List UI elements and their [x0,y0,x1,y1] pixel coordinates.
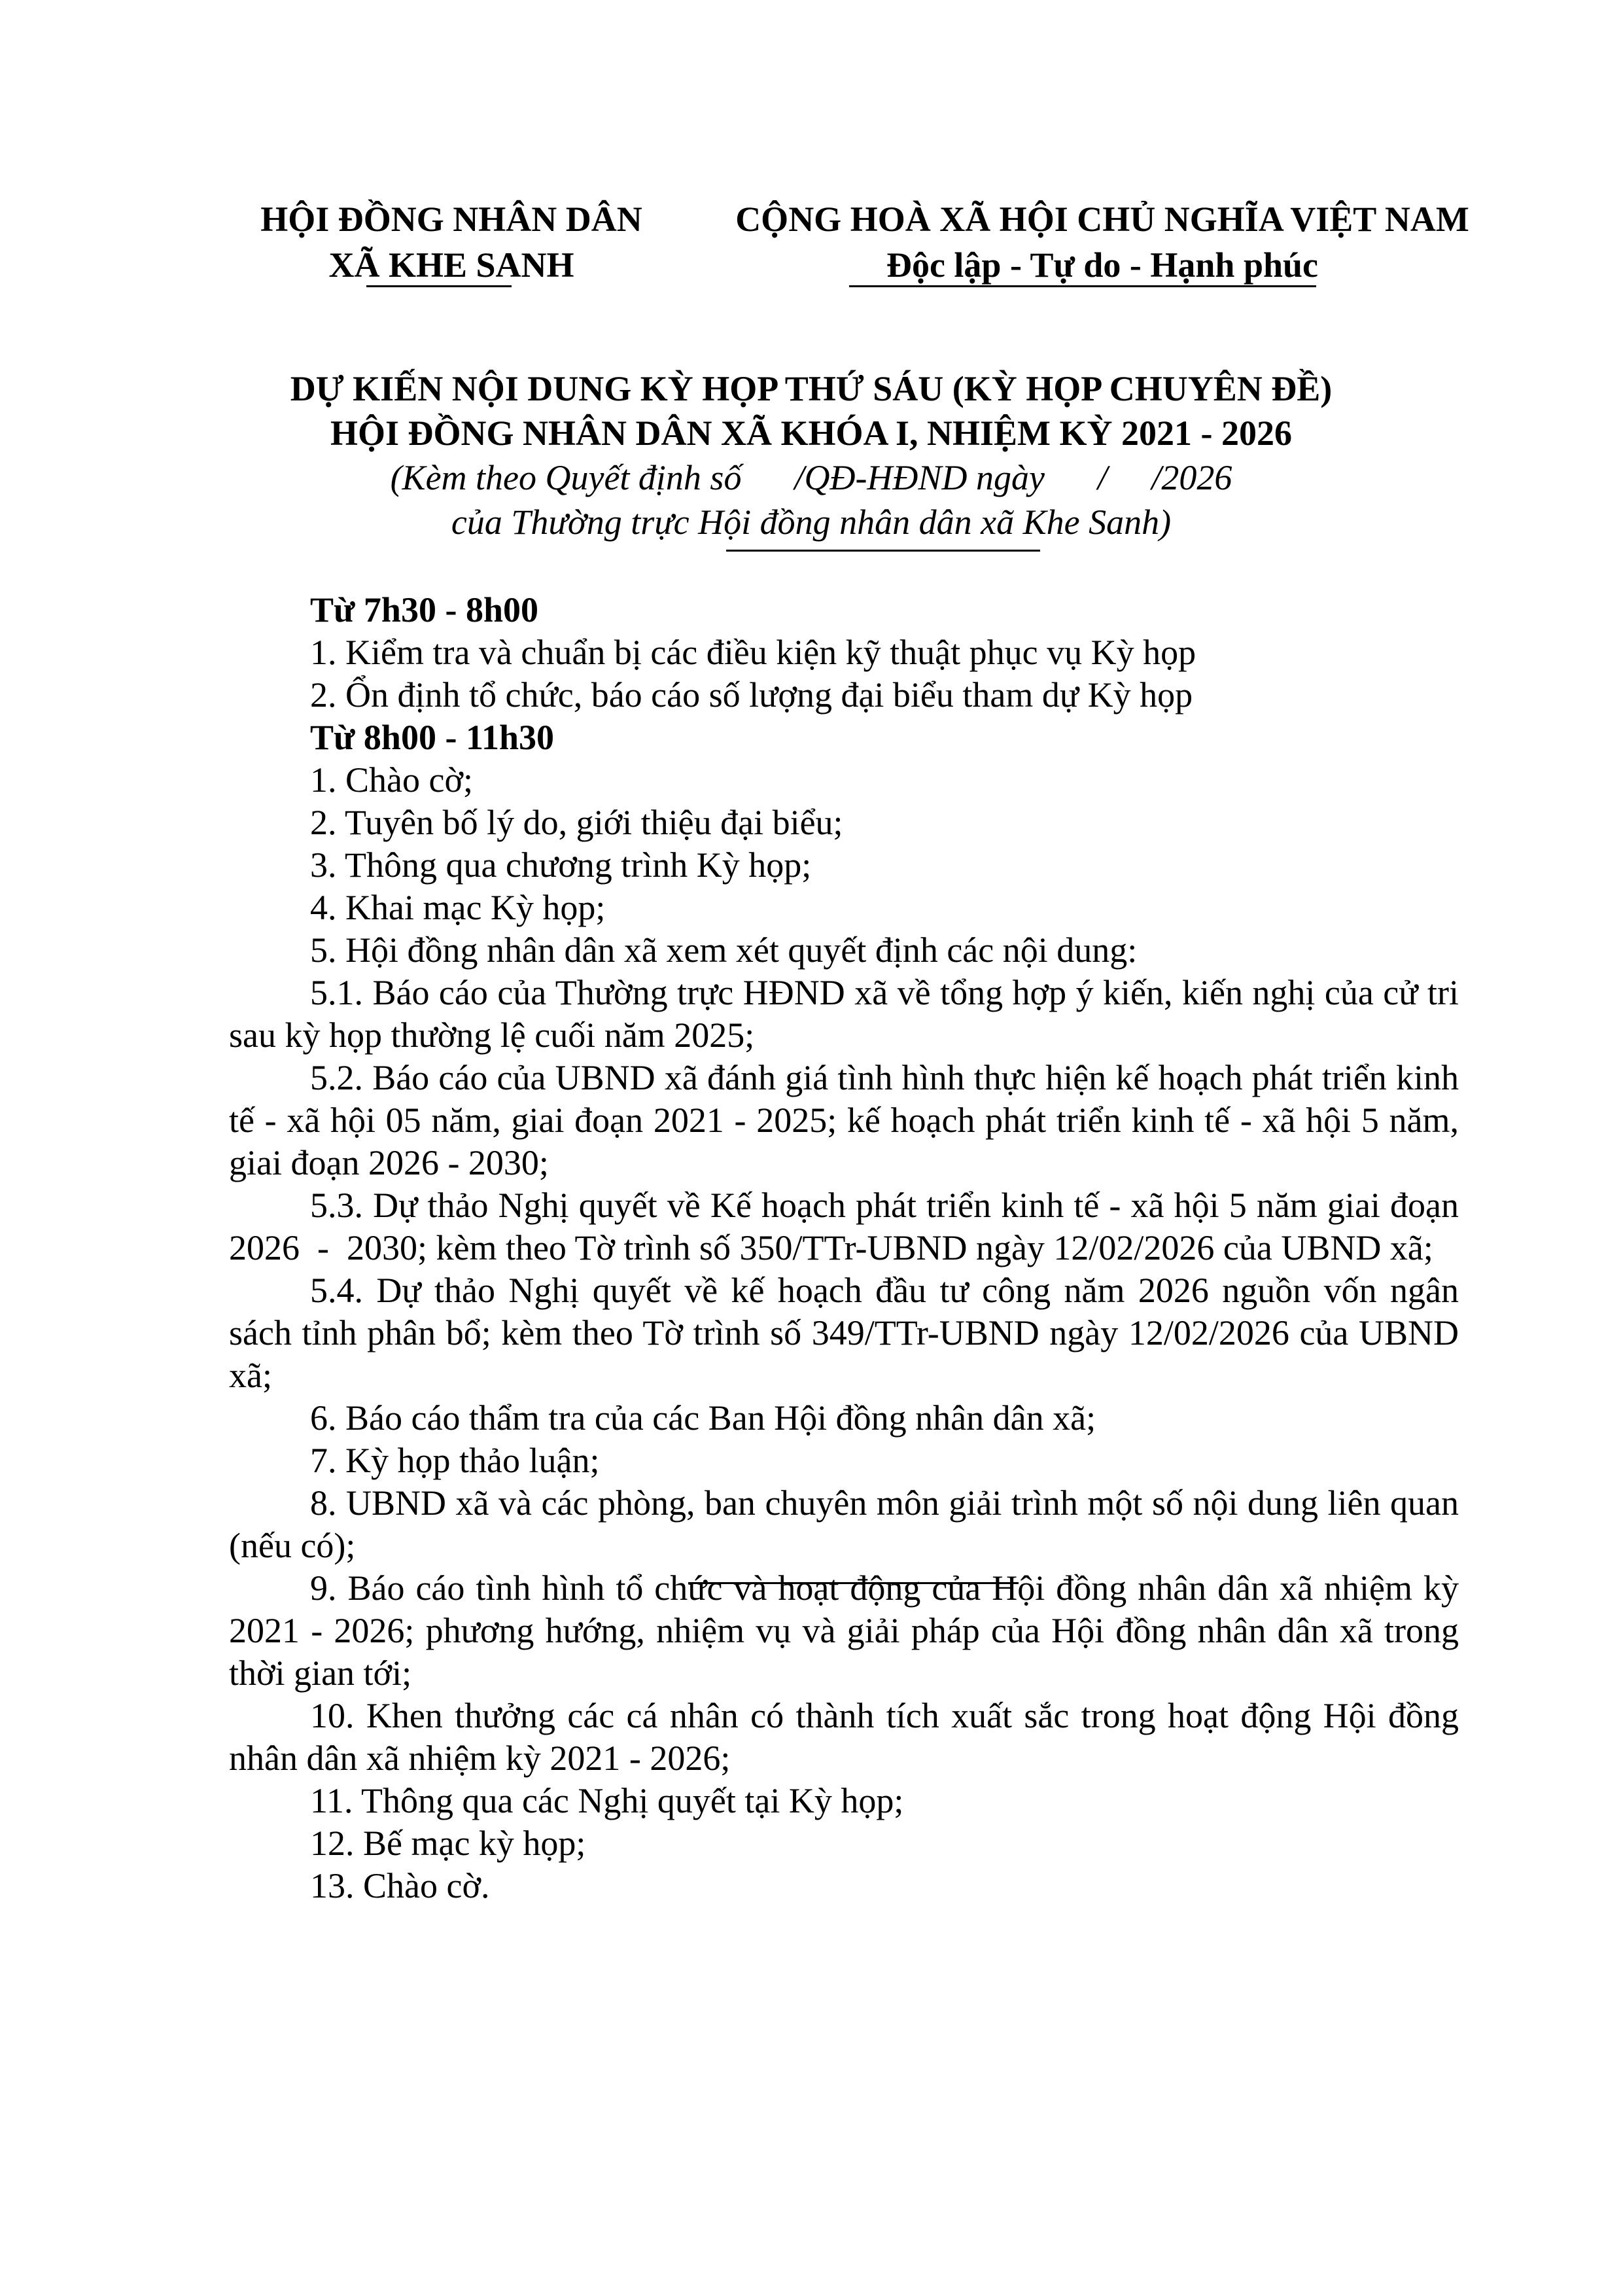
agency-name: HỘI ĐỒNG NHÂN DÂN [260,200,642,239]
agenda-paragraph: 7. Kỳ họp thảo luận; [310,1441,600,1480]
agenda-item: 2. Ổn định tổ chức, báo cáo số lượng đại biểu tham dự Kỳ họp [310,675,1193,715]
motto: Độc lập - Tự do - Hạnh phúc [886,245,1319,285]
document-title: DỰ KIẾN NỘI DUNG KỲ HỌP THỨ SÁU (KỲ HỌP CHUYÊN ĐỀ) [290,369,1333,408]
agenda-paragraph: 5.4. Dự thảo Nghị quyết về kế hoạch đầu tư công năm 2026 nguồn vốn ngân sách tỉnh phân bổ; kèm theo Tờ trình số 349/TTr-UBND ngày 12/02/2026 của UBND xã; [229,1271,1459,1395]
document-title-line2: HỘI ĐỒNG NHÂN DÂN XÃ KHÓA I, NHIỆM KỲ 2021 - 2026 [330,414,1293,453]
agenda-paragraph: 9. Báo cáo tình hình tổ chức và hoạt động của Hội đồng nhân dân xã nhiệm kỳ 2021 - 2026; phương hướng, nhiệm vụ và giải pháp của Hội đồng nhân dân xã trong thời gian tới; [229,1568,1459,1693]
agenda-paragraph: 8. UBND xã và các phòng, ban chuyên môn giải trình một số nội dung liên quan (nếu có); [229,1483,1459,1565]
end-separator [688,1582,1019,1584]
issuing-agency [222,196,680,288]
agency-underline [366,285,512,287]
attachment-note: (Kèm theo Quyết định số /QĐ-HĐND ngày / /2026 [390,458,1232,497]
agenda-item: 1. Kiểm tra và chuẩn bị các điều kiện kỹ thuật phục vụ Kỳ họp [310,633,1196,672]
agenda-paragraph: 11. Thông qua các Nghị quyết tại Kỳ họp; [310,1781,904,1820]
national-motto [710,196,1495,288]
agenda-item: 5. Hội đồng nhân dân xã xem xét quyết định các nội dung: [310,930,1138,970]
session-time-1: Từ 7h30 - 8h00 [310,590,538,629]
agenda-paragraph: 5.1. Báo cáo của Thường trực HĐND xã về tổng hợp ý kiến, kiến nghị của cử tri sau kỳ họp thường lệ cuối năm 2025; [229,973,1459,1055]
agenda-body [229,589,1468,1907]
agenda-item: 3. Thông qua chương trình Kỳ họp; [310,845,812,885]
country-name: CỘNG HOÀ XÃ HỘI CHỦ NGHĨA VIỆT NAM [735,200,1469,239]
attachment-note-line2: của Thường trực Hội đồng nhân dân xã Khe Sanh) [451,503,1172,542]
agenda-paragraph: 5.3. Dự thảo Nghị quyết về Kế hoạch phát triển kinh tế - xã hội 5 năm giai đoạn 2026 - 2030; kèm theo Tờ trình số 350/TTr-UBND ngày 12/02/2026 của UBND xã; [229,1186,1468,1267]
agency-unit: XÃ KHE SANH [328,245,574,285]
title-underline [726,550,1040,552]
agenda-paragraph: 6. Báo cáo thẩm tra của các Ban Hội đồng nhân dân xã; [310,1398,1096,1438]
document-title-block [157,366,1465,544]
agenda-paragraph: 5.2. Báo cáo của UBND xã đánh giá tình hình thực hiện kế hoạch phát triển kinh tế - xã hội 05 năm, giai đoạn 2021 - 2025; kế hoạch phát triển kinh tế - xã hội 5 năm, giai đoạn 2026 - 2030; [229,1058,1459,1182]
agenda-paragraph: 13. Chào cờ. [310,1866,490,1905]
agenda-paragraph: 10. Khen thưởng các cá nhân có thành tích xuất sắc trong hoạt động Hội đồng nhân dân xã nhiệm kỳ 2021 - 2026; [229,1696,1459,1778]
agenda-paragraph: 12. Bế mạc kỳ họp; [310,1824,586,1863]
session-time-2: Từ 8h00 - 11h30 [310,718,554,757]
motto-underline [849,285,1316,287]
agenda-item: 2. Tuyên bố lý do, giới thiệu đại biểu; [310,803,843,842]
agenda-item: 4. Khai mạc Kỳ họp; [310,888,606,927]
agenda-item: 1. Chào cờ; [310,760,474,800]
